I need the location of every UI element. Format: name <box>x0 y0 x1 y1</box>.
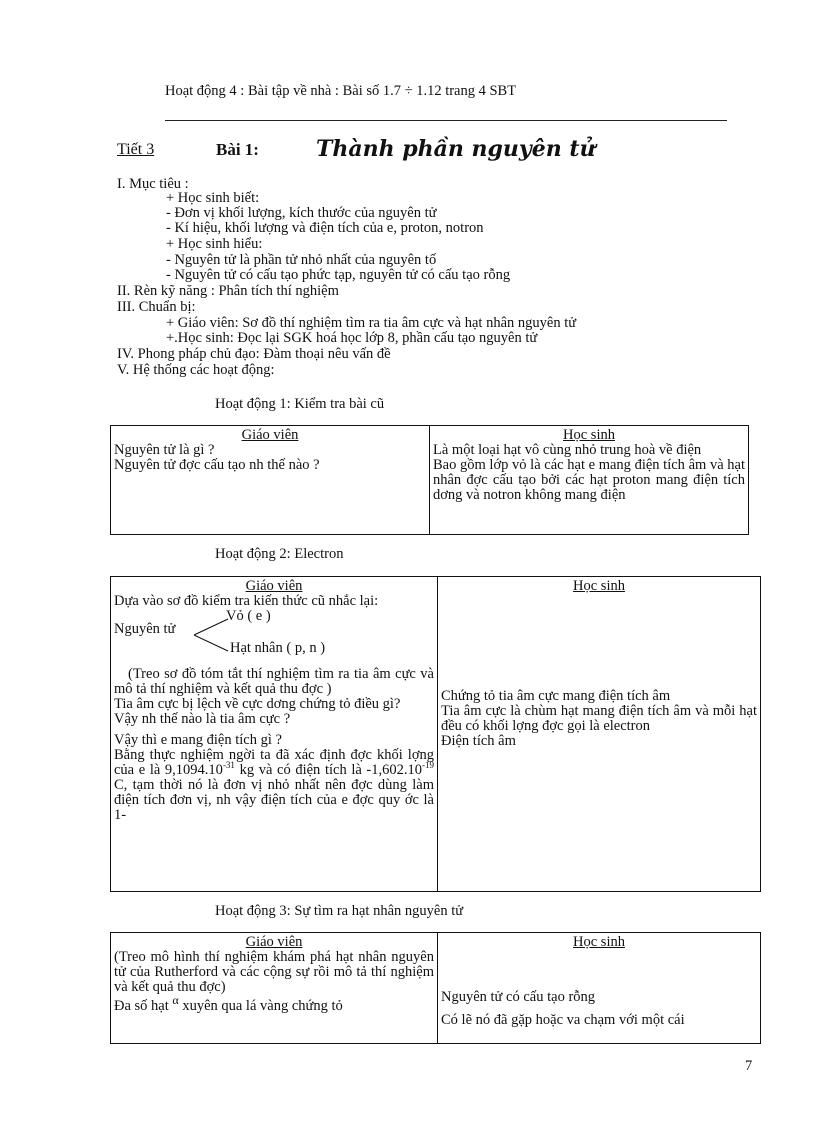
activity2-teacher-cell <box>111 577 438 892</box>
objectives-heading: I. Mục tiêu : <box>117 176 189 192</box>
understand-item-1: - Nguyên tử là phần tử nhỏ nhất của nguyên tố <box>166 252 437 268</box>
atom-structure-diagram <box>114 609 434 667</box>
student-column-header: Học sinh <box>573 934 625 950</box>
teacher-column-header: Giáo viên <box>245 934 303 950</box>
skills-line: II. Rèn kỹ năng : Phân tích thí nghiệm <box>117 283 339 299</box>
tree-root-label: Nguyên tử <box>114 621 176 637</box>
activity2-teacher-p3: Vậy nh thế nào là tia âm cực ? <box>114 711 291 727</box>
page-number: 7 <box>745 1058 753 1074</box>
activity1-table <box>110 425 749 535</box>
activity2-table <box>110 576 761 892</box>
prep-student: +.Học sinh: Đọc lại SGK hoá học lớp 8, phần cấu tạo nguyên tử <box>166 330 538 346</box>
activity3-student-cell <box>438 933 761 1044</box>
activity1-teacher-q2: Nguyên tử đợc cấu tạo nh thế nào ? <box>114 457 320 473</box>
unit-charge-text: C, tạm thời nó là đơn vị nhỏ nhất nên đợc dùng làm điện tích đơn vị, nh vậy điện tích của e đợc quy ớc là 1- <box>114 777 434 823</box>
know-heading: + Học sinh biết: <box>166 190 260 206</box>
electron-charge-text: kg và có điện tích là -1,602.10 <box>234 762 422 778</box>
activity2-teacher-p2: Tia âm cực bị lệch về cực dơng chứng tỏ điều gì? <box>114 696 401 712</box>
homework-activity-line: Hoạt động 4 : Bài tập về nhà : Bài số 1.7 ÷ 1.12 trang 4 SBT <box>165 83 517 99</box>
teacher-column-header: Giáo viên <box>245 578 303 594</box>
activities-heading: V. Hệ thống các hoạt động: <box>117 362 275 378</box>
activity2-student-a1: Chứng tỏ tia âm cực mang điện tích âm <box>441 688 671 704</box>
activity3-student-a2: Có lẽ nó đã gặp hoặc va chạm với một cái <box>441 1013 685 1028</box>
activity1-title: Hoạt động 1: Kiểm tra bài cũ <box>215 396 385 412</box>
prep-heading: III. Chuẩn bị: <box>117 299 196 315</box>
tree-nucleus-label: Hạt nhân ( p, n ) <box>230 640 326 656</box>
alpha-text-before: Đa số hạt <box>114 998 173 1014</box>
activity2-teacher-p4: Vậy thì e mang điện tích gì ? <box>114 732 282 748</box>
activity3-teacher-p2 <box>114 993 434 1014</box>
activity1-student-a2: Bao gồm lớp vỏ là các hạt e mang điện tích âm và hạt nhân đợc cấu tạo bởi các hạt proton mang điện tích dơng và notron không mang điện <box>433 457 745 503</box>
method-line: IV. Phong pháp chủ đạo: Đàm thoại nêu vấn đề <box>117 346 391 362</box>
activity1-teacher-q1: Nguyên tử là gì ? <box>114 442 215 458</box>
activity2-teacher-intro: Dựa vào sơ đồ kiểm tra kiến thức cũ nhắc lại: <box>114 593 379 609</box>
activity3-title: Hoạt động 3: Sự tìm ra hạt nhân nguyên tử <box>215 903 464 919</box>
charge-exponent: -19 <box>422 760 434 771</box>
prep-teacher: + Giáo viên: Sơ đồ thí nghiệm tìm ra tia âm cực và hạt nhân nguyên tử <box>166 315 577 331</box>
alpha-text-after: xuyên qua lá vàng chứng tỏ <box>178 998 343 1014</box>
teacher-column-header: Giáo viên <box>241 427 299 443</box>
understand-item-2: - Nguyên tử có cấu tạo phức tạp, nguyên tử có cấu tạo rỗng <box>166 267 511 283</box>
tree-shell-label: Vỏ ( e ) <box>226 608 271 624</box>
activity1-student-cell <box>430 426 749 535</box>
activity2-title: Hoạt động 2: Electron <box>215 546 344 562</box>
activity2-student-cell <box>438 577 761 892</box>
know-item-1: - Đơn vị khối lượng, kích thước của nguyên tử <box>166 205 437 221</box>
understand-heading: + Học sinh hiểu: <box>166 236 263 252</box>
activity2-student-a3: Điện tích âm <box>441 733 516 749</box>
alpha-symbol: α <box>172 993 179 1008</box>
lesson-number: Bài 1: <box>216 140 259 159</box>
period-label: Tiết 3 <box>117 141 155 158</box>
activity3-teacher-cell <box>111 933 438 1044</box>
student-column-header: Học sinh <box>573 578 625 594</box>
header-divider <box>165 120 727 121</box>
activity1-teacher-cell <box>111 426 430 535</box>
student-column-header: Học sinh <box>563 427 615 443</box>
activity3-student-a1: Nguyên tử có cấu tạo rỗng <box>441 989 596 1005</box>
activity2-student-a2: Tia âm cực là chùm hạt mang điện tích âm và mỗi hạt đều có khối lợng đợc gọi là electron <box>441 703 757 734</box>
activity2-teacher-p1: (Treo sơ đồ tóm tắt thí nghiệm tìm ra tia âm cực và mô tả thí nghiệm và kết quả thu đợc ) <box>114 666 434 697</box>
activity3-teacher-p1: (Treo mô hình thí nghiệm khám phá hạt nhân nguyên tử của Rutherford và các cộng sự rồi mô tả thí nghiệm và kết quả thu đợc) <box>114 949 434 995</box>
activity1-student-a1: Là một loại hạt vô cùng nhỏ trung hoà về điện <box>433 442 702 458</box>
activity3-table <box>110 932 761 1044</box>
mass-exponent: -31 <box>222 760 235 771</box>
electron-mass-text: Bằng thực nghiệm ngời ta đã xác định đợc khối lợng của e là 9,1094.10 <box>114 747 434 778</box>
activity2-teacher-p5 <box>114 748 434 823</box>
know-item-2: - Kí hiệu, khối lượng và điện tích của e, proton, notron <box>166 220 484 236</box>
lesson-title: Thành phần nguyên tử <box>316 136 596 162</box>
